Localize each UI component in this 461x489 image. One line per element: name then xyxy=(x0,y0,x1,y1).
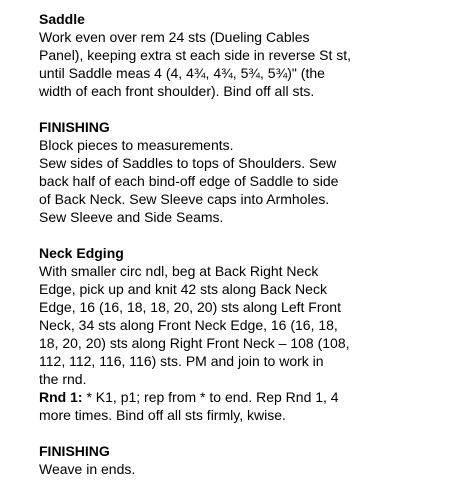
document-body xyxy=(39,10,454,478)
neck-edging-line: 18, 20, 20) sts along Right Front Neck – 108 (108, xyxy=(39,335,350,351)
rnd-instruction-line: more times. Bind off all sts firmly, kwise. xyxy=(39,407,286,423)
saddle-section xyxy=(39,10,454,100)
finishing-section-1 xyxy=(39,118,454,226)
neck-edging-line: With smaller circ ndl, beg at Back Right Neck xyxy=(39,263,319,279)
section-gap xyxy=(39,226,454,244)
neck-edging-line: 112, 112, 116, 116) sts. PM and join to work in xyxy=(39,353,324,369)
saddle-line: width of each front shoulder). Bind off all sts. xyxy=(39,83,315,99)
finishing-line: Sew Sleeve and Side Seams. xyxy=(39,209,224,225)
section-gap xyxy=(39,100,454,118)
finishing-line: of Back Neck. Sew Sleeve caps into Armholes. xyxy=(39,191,330,207)
saddle-line: until Saddle meas 4 (4, 4¾, 4¾, 5¾, 5¾)" (the xyxy=(39,65,325,81)
finishing-line: Block pieces to measurements. xyxy=(39,137,234,153)
neck-edging-line: Edge, 16 (16, 18, 18, 20, 20) sts along Left Front xyxy=(39,299,341,315)
finishing-line: Sew sides of Saddles to tops of Shoulders. Sew xyxy=(39,155,337,171)
rnd-instruction-text: * K1, p1; rep from * to end. Rep Rnd 1, 4 xyxy=(82,389,339,405)
saddle-line: Panel), keeping extra st each side in reverse St st, xyxy=(39,47,352,63)
finishing-heading: FINISHING xyxy=(39,443,110,459)
neck-edging-heading: Neck Edging xyxy=(39,245,124,261)
neck-edging-line: Neck, 34 sts along Front Neck Edge, 16 (16, 18, xyxy=(39,317,338,333)
saddle-heading: Saddle xyxy=(39,11,85,27)
section-gap xyxy=(39,424,454,442)
finishing-line: Weave in ends. xyxy=(39,461,136,477)
finishing-line: back half of each bind-off edge of Saddle to side xyxy=(39,173,339,189)
neck-edging-section xyxy=(39,244,454,424)
finishing-section-2 xyxy=(39,442,454,478)
neck-edging-line: the rnd. xyxy=(39,371,87,387)
neck-edging-line: Edge, pick up and knit 42 sts along Back Neck xyxy=(39,281,327,297)
rnd-label: Rnd 1: xyxy=(39,389,83,405)
finishing-heading: FINISHING xyxy=(39,119,110,135)
rnd-instruction-line xyxy=(39,388,454,406)
saddle-line: Work even over rem 24 sts (Dueling Cables xyxy=(39,29,310,45)
